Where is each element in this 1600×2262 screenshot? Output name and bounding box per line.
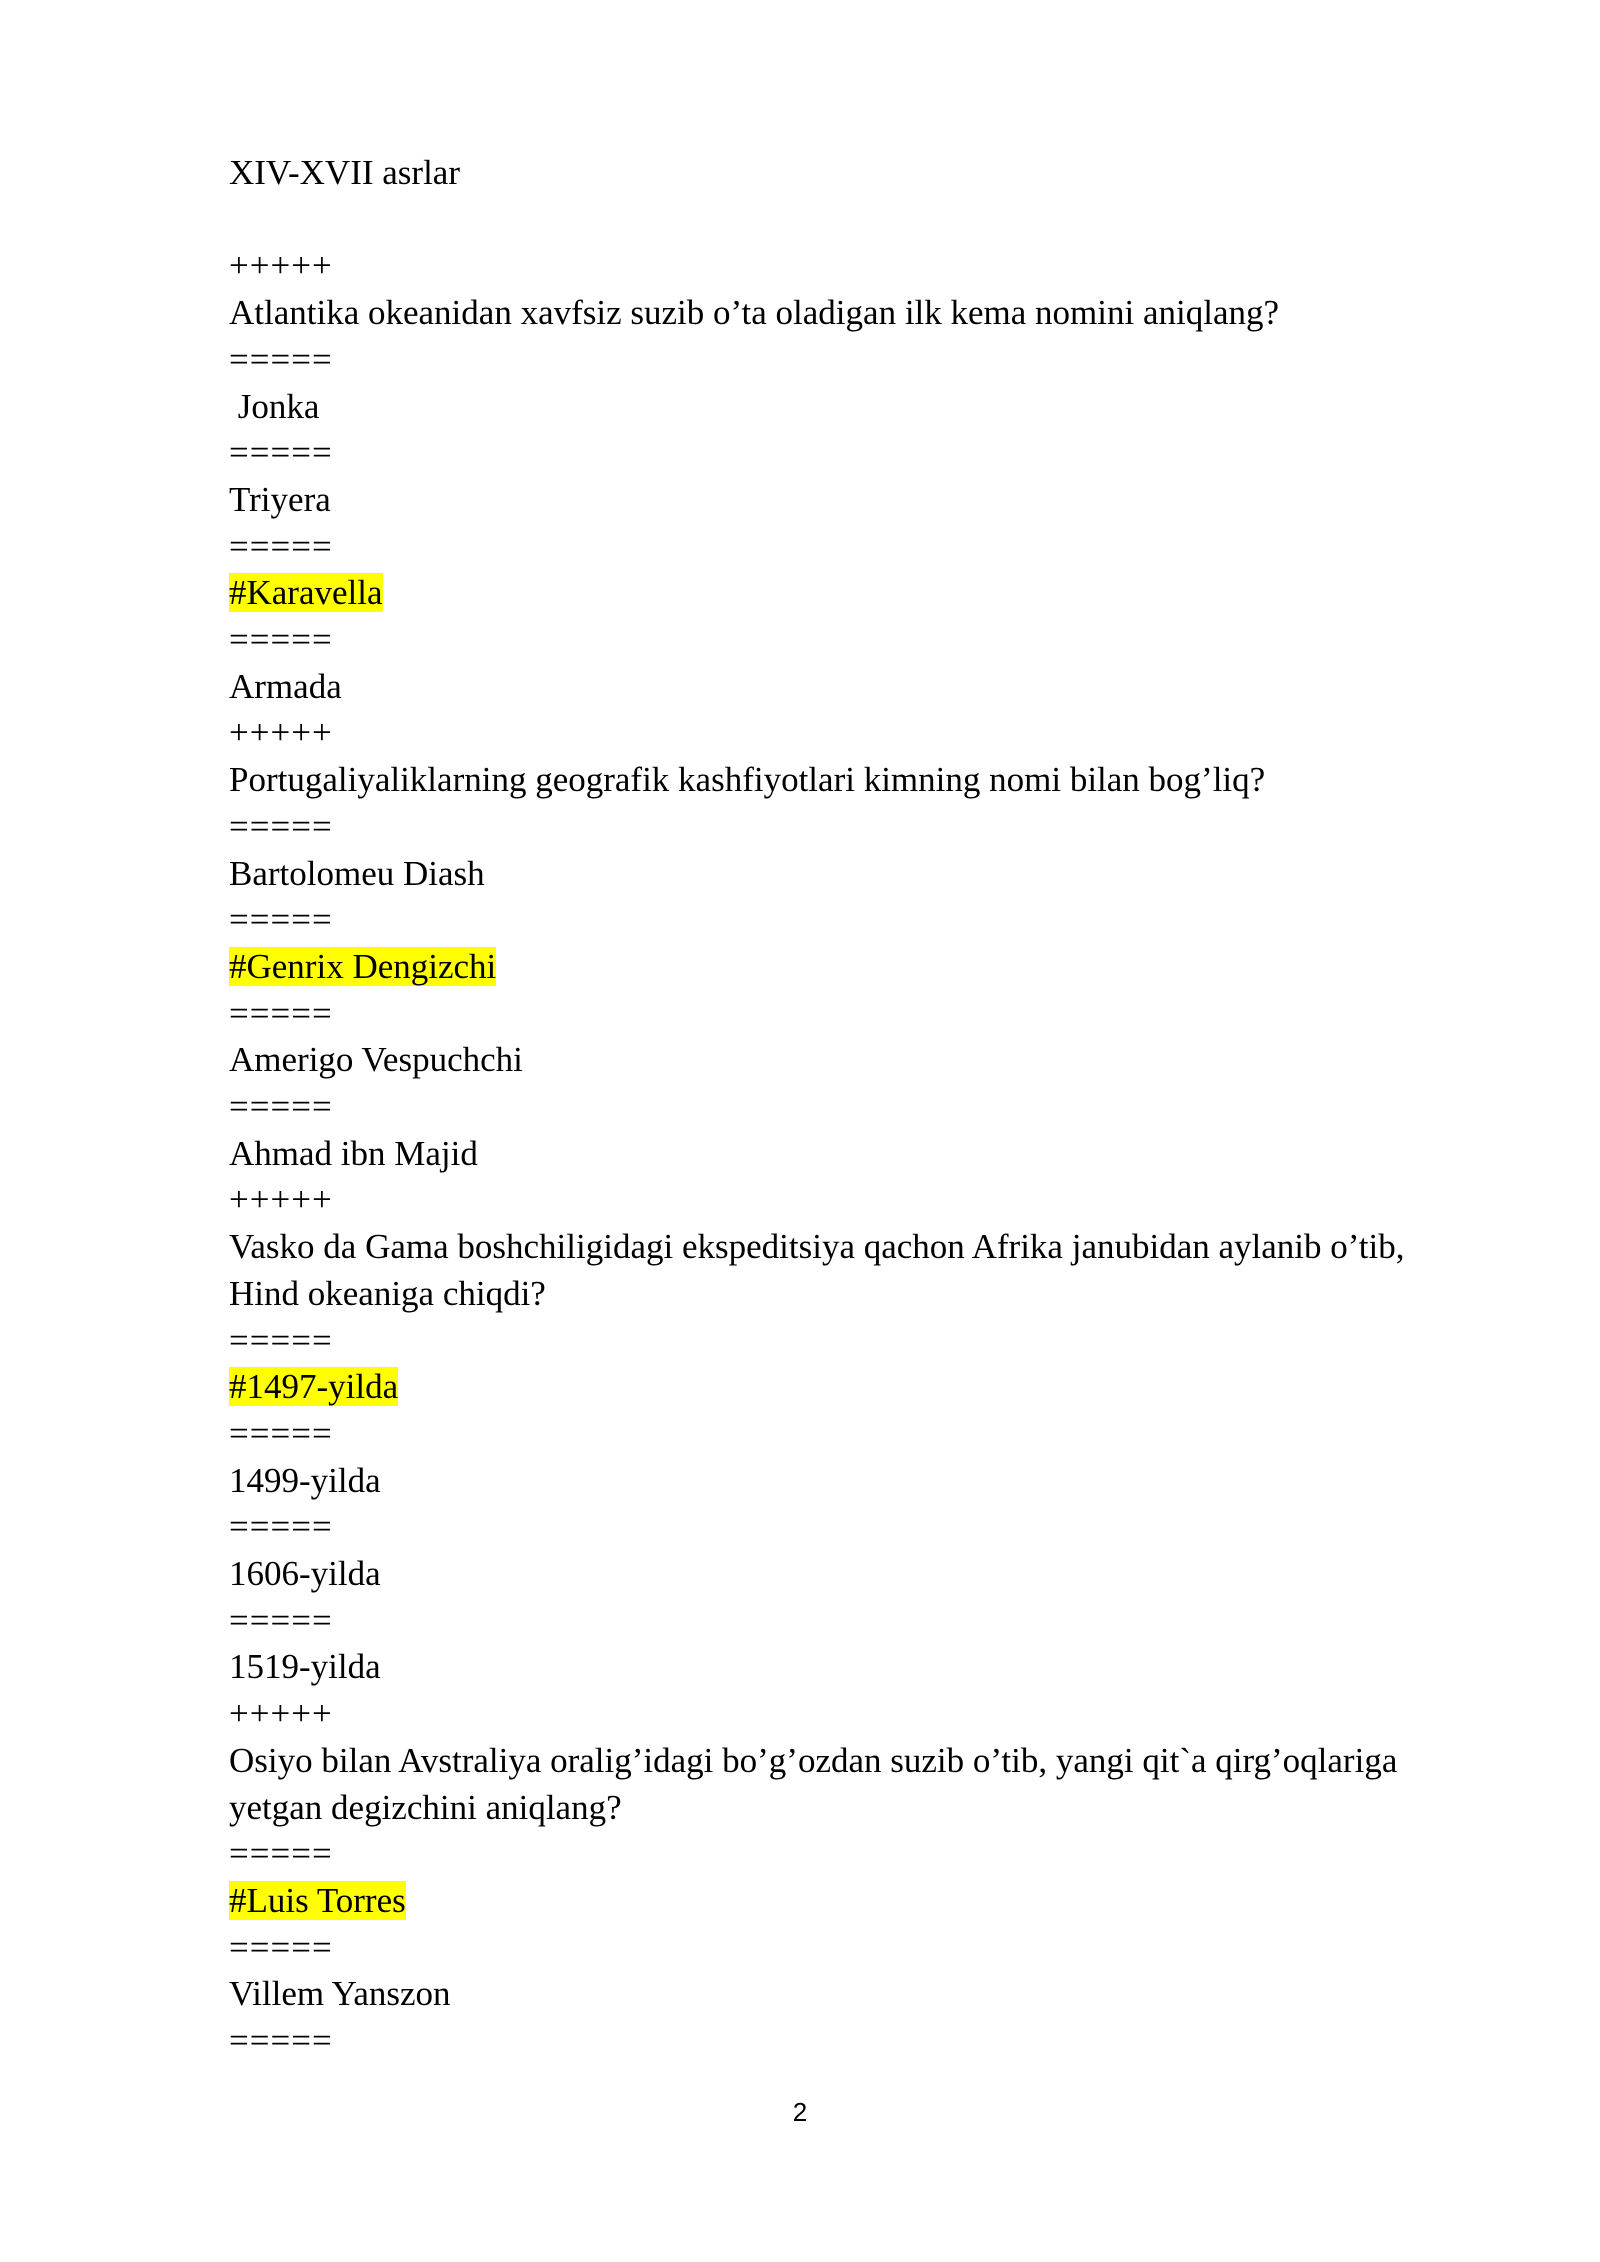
option-separator: =====	[229, 339, 333, 379]
answer-option-correct	[229, 1364, 1429, 1411]
option-separator: =====	[229, 993, 333, 1033]
question-marker: +++++	[229, 246, 333, 286]
answer-option-text: Jonka	[229, 386, 320, 426]
answer-option	[229, 1551, 1429, 1598]
answer-option-text: Amerigo Vespuchchi	[229, 1040, 523, 1080]
option-separator: =====	[229, 1834, 333, 1874]
option-separator: =====	[229, 1600, 333, 1640]
answer-option-text: 1499-yilda	[229, 1460, 381, 1500]
answer-option	[229, 1131, 1429, 1178]
option-separator: =====	[229, 1507, 333, 1547]
correct-answer-highlight: #1497-yilda	[229, 1367, 399, 1407]
option-separator: =====	[229, 620, 333, 660]
answer-option	[229, 1644, 1429, 1691]
option-separator: =====	[229, 1087, 333, 1127]
answer-option-text: 1519-yilda	[229, 1647, 381, 1687]
answer-option	[229, 1971, 1429, 2018]
option-separator: =====	[229, 900, 333, 940]
answer-option	[229, 1037, 1429, 1084]
answer-option	[229, 477, 1429, 524]
correct-answer-highlight: #Karavella	[229, 573, 383, 613]
answer-option-correct	[229, 1878, 1429, 1925]
question-text: Portugaliyaliklarning geografik kashfiyotlari kimning nomi bilan bog’liq?	[229, 760, 1266, 800]
correct-answer-highlight: #Luis Torres	[229, 1881, 406, 1920]
answer-option-text: Bartolomeu Diash	[229, 853, 485, 893]
answer-option-text: Triyera	[229, 479, 331, 519]
answer-option	[229, 851, 1429, 898]
question-marker: +++++	[229, 1180, 333, 1220]
option-separator: =====	[229, 806, 333, 846]
answer-option	[229, 1458, 1429, 1505]
document-page	[229, 150, 1429, 2065]
answer-option	[229, 384, 1429, 431]
answer-option-text: Villem Yanszon	[229, 1974, 451, 2014]
answer-option-text: Armada	[229, 666, 342, 706]
question-marker: +++++	[229, 713, 333, 753]
option-separator: =====	[229, 2021, 333, 2061]
option-separator: =====	[229, 1927, 333, 1967]
question-text: Osiyo bilan Avstraliya oralig’idagi bo’g’ozdan suzib o’tib, yangi qit`a qirg’oqlariga yetgan degizchini aniqlang?	[229, 1740, 1407, 1827]
option-separator: =====	[229, 1413, 333, 1453]
answer-option-text: Ahmad ibn Majid	[229, 1133, 478, 1173]
option-separator: =====	[229, 526, 333, 566]
option-separator: =====	[229, 1320, 333, 1360]
page-number: 2	[792, 2097, 808, 2127]
question-text: Vasko da Gama boshchiligidagi ekspeditsiya qachon Afrika janubidan aylanib o’tib, Hind okeaniga chiqdi?	[229, 1227, 1414, 1313]
answer-option-text: 1606-yilda	[229, 1554, 381, 1594]
answer-option-correct	[229, 570, 1429, 617]
question-marker: +++++	[229, 1694, 333, 1734]
option-separator: =====	[229, 433, 333, 473]
question-text: Atlantika okeanidan xavfsiz suzib o’ta oladigan ilk kema nomini aniqlang?	[229, 293, 1280, 333]
answer-option-correct	[229, 944, 1429, 991]
correct-answer-highlight: #Genrix Dengizchi	[229, 946, 497, 986]
answer-option	[229, 664, 1429, 711]
document-title: XIV-XVII asrlar	[229, 153, 460, 192]
